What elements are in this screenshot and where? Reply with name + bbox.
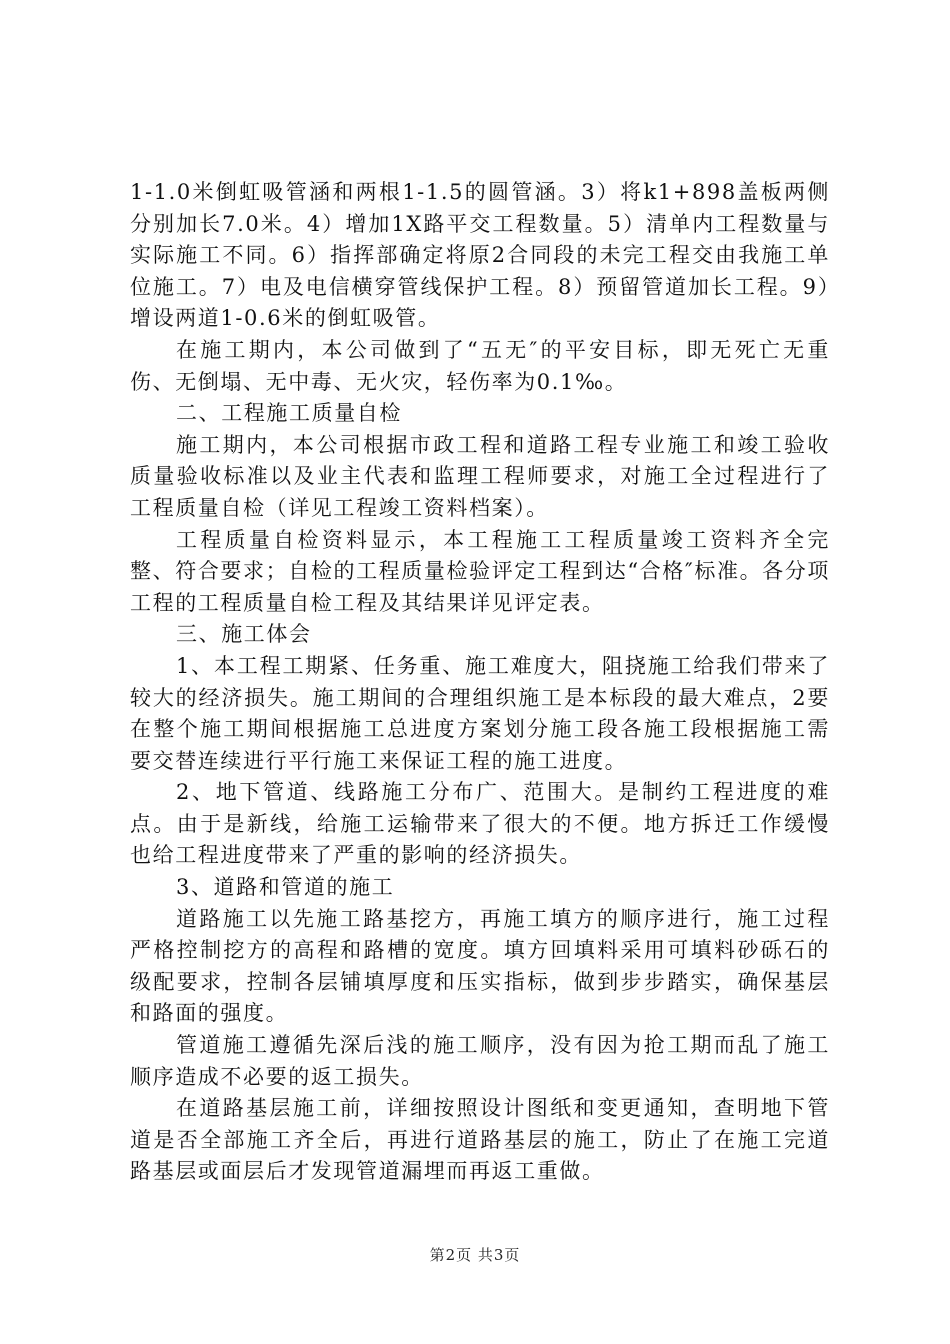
- subheading-3: 3、道路和管道的施工: [176, 875, 395, 900]
- section-heading-2: 二、工程施工质量自检: [176, 401, 402, 426]
- paragraph-1: 1-1.0米倒虹吸管涵和两根1-1.5的圆管涵。3）将k1+898盖板两侧分别加长7.0米。4）增加1X路平交工程数量。5）清单内工程数量与实际施工不同。6）指挥部确定将原2合同段的未完工程交由我施工单位施工。7）电及电信横穿管线保护工程。8）预留管道加长工程。9）增设两道1-0.6米的倒虹吸管。: [130, 180, 830, 331]
- document-body: [130, 177, 830, 1188]
- section-heading-3: 三、施工体会: [176, 622, 312, 647]
- paragraph-6: 2、地下管道、线路施工分布广、范围大。是制约工程进度的难点。由于是新线，给施工运输带来了很大的不便。地方拆迁工作缓慢也给工程进度带来了严重的影响的经济损失。: [130, 780, 830, 868]
- paragraph-7: 道路施工以先施工路基挖方，再施工填方的顺序进行，施工过程严格控制挖方的高程和路槽的宽度。填方回填料采用可填料砂砾石的级配要求，控制各层铺填厚度和压实指标，做到步步踏实，确保基层和路面的强度。: [130, 906, 830, 1026]
- page-footer: 第2页 共3页: [429, 1246, 521, 1264]
- paragraph-4: 工程质量自检资料显示，本工程施工工程质量竣工资料齐全完整、符合要求；自检的工程质量检验评定工程到达“合格″标准。各分项工程的工程质量自检工程及其结果详见评定表。: [130, 527, 830, 615]
- paragraph-3: 施工期内，本公司根据市政工程和道路工程专业施工和竣工验收质量验收标准以及业主代表和监理工程师要求，对施工全过程进行了工程质量自检（详见工程竣工资料档案）。: [130, 432, 830, 520]
- paragraph-8: 管道施工遵循先深后浅的施工顺序，没有因为抢工期而乱了施工顺序造成不必要的返工损失。: [130, 1033, 830, 1089]
- paragraph-9: 在道路基层施工前，详细按照设计图纸和变更通知，查明地下管道是否全部施工齐全后，再进行道路基层的施工，防止了在施工完道路基层或面层后才发现管道漏埋而再返工重做。: [130, 1096, 830, 1184]
- paragraph-5: 1、本工程工期紧、任务重、施工难度大，阻挠施工给我们带来了较大的经济损失。施工期间的合理组织施工是本标段的最大难点，2要在整个施工期间根据施工总进度方案划分施工段各施工段根据施工需要交替连续进行平行施工来保证工程的施工进度。: [130, 653, 830, 773]
- paragraph-2: 在施工期内，本公司做到了“五无″的平安目标，即无死亡无重伤、无倒塌、无中毒、无火灾，轻伤率为0.1‰。: [130, 337, 830, 394]
